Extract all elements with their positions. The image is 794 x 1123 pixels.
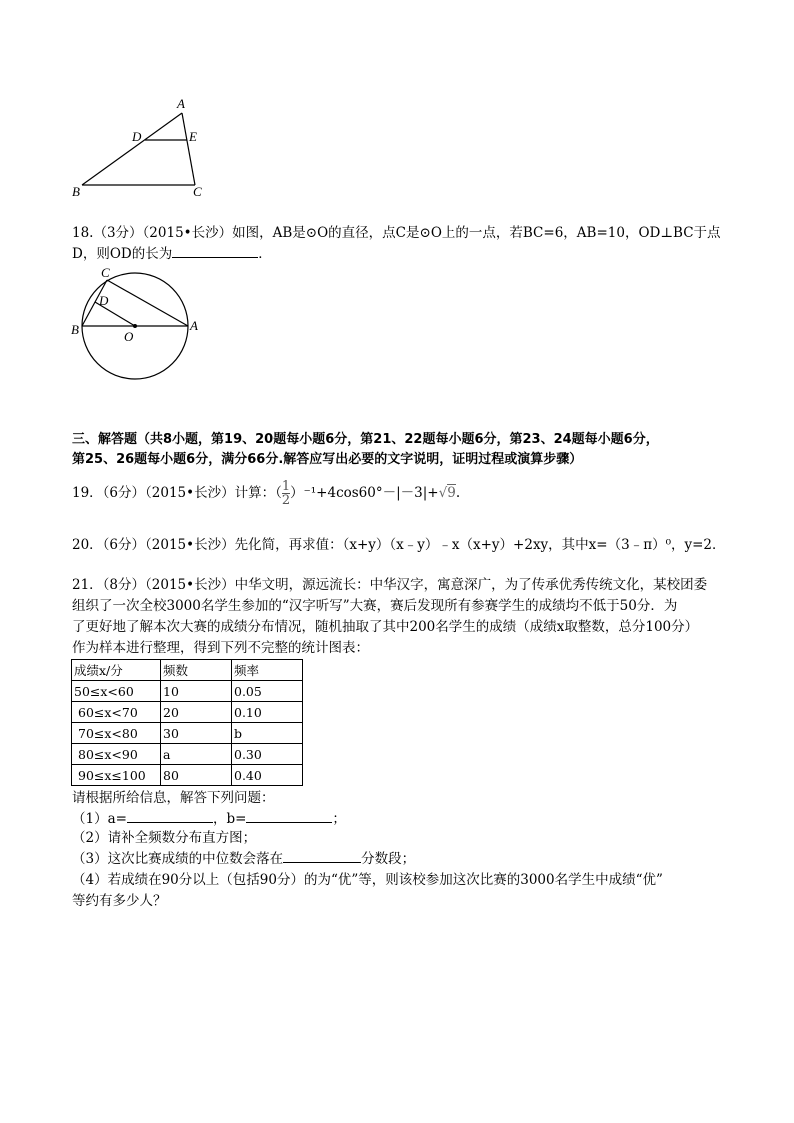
label-o: O (124, 329, 134, 344)
table-cell: 0.10 (232, 702, 303, 723)
q21-sub3-suffix: 分数段； (361, 851, 416, 867)
q19-suffix: . (455, 485, 461, 501)
label-d: D (132, 129, 142, 144)
table-row (72, 723, 303, 744)
segment-ab (82, 113, 182, 185)
table-cell: 10 (161, 681, 232, 702)
q18-answer-blank[interactable] (172, 243, 258, 258)
q21-sub1-a: （1）a= (72, 811, 127, 827)
q19-frac-num: 1 (281, 479, 291, 494)
table-cell: 20 (161, 702, 232, 723)
table-cell: 50≤x<60 (72, 681, 161, 702)
table-cell: 0.05 (232, 681, 303, 702)
table-cell: 80≤x<90 (72, 744, 161, 765)
table-cell: 60≤x<70 (72, 702, 161, 723)
q21-line1: 21．（8分）（2015•长沙）中华文明，源远流长：中华汉字，寓意深广，为了传承优秀传统文化，某校团委 (72, 577, 708, 593)
table-header: 频数 (161, 660, 232, 681)
q19 (72, 478, 460, 508)
segment-ac (182, 113, 195, 185)
answer-blank-b[interactable] (246, 808, 332, 823)
table-cell: 90≤x≤100 (72, 765, 161, 786)
label-b: B (71, 322, 79, 337)
q21-sub4-line1: （4）若成绩在90分以上（包括90分）的为“优”等，则该校参加这次比赛的3000名学生中成绩“优” (72, 872, 663, 888)
table-row (72, 681, 303, 702)
table-row (72, 744, 303, 765)
frequency-table (71, 659, 303, 786)
label-e: E (189, 129, 197, 144)
table-header: 成绩x/分 (72, 660, 161, 681)
table-header-row (72, 660, 303, 681)
triangle-figure (68, 95, 218, 200)
q21-sub1-end: ； (332, 811, 346, 827)
q19-sqrt (439, 484, 456, 501)
label-d: D (99, 293, 109, 308)
label-a: A (177, 96, 185, 111)
q21-instruction: 请根据所给信息，解答下列问题： (72, 790, 275, 806)
answer-blank-median[interactable] (283, 848, 361, 863)
table-cell: 70≤x<80 (72, 723, 161, 744)
q21-sub4-line2: 等约有多少人？ (72, 893, 167, 909)
section3-line1: 三、解答题（共8小题，第19、20题每小题6分，第21、22题每小题6分，第23、24题每小题6分， (72, 432, 659, 447)
q21-line4: 作为样本进行整理，得到下列不完整的统计图表： (72, 640, 369, 656)
q20: 20．（6分）（2015•长沙）先化简，再求值：（x+y）（x﹣y）﹣x（x+y）+2xy，其中x=（3﹣π）⁰，y=2． (72, 537, 726, 553)
q18-line2-prefix: D，则OD的长为 (72, 246, 173, 262)
chord-ca (107, 280, 188, 326)
table-cell: a (161, 744, 232, 765)
table-header: 频率 (232, 660, 303, 681)
table-row (72, 702, 303, 723)
label-c: C (101, 265, 110, 280)
table-cell: 30 (161, 723, 232, 744)
label-b: B (72, 184, 80, 199)
q19-sqrt-sign: √ (438, 485, 448, 501)
circle-figure (68, 264, 208, 394)
q18-line2 (72, 243, 272, 264)
table-cell: 0.40 (232, 765, 303, 786)
q19-radicand: 9 (447, 485, 456, 501)
q21-sub1-b: ，b= (212, 811, 247, 827)
q21-sub2: （2）请补全频数分布直方图； (72, 830, 257, 846)
section3-line2: 第25、26题每小题6分，满分66分.解答应写出必要的文字说明，证明过程或演算步骤） (72, 452, 583, 467)
q19-prefix: 19．（6分）（2015•长沙）计算：（ (72, 485, 282, 501)
q18-line1: 18.（3分）（2015•长沙）如图，AB是⊙O的直径，点C是⊙O上的一点，若BC=6，AB=10，OD⊥BC于点 (72, 225, 721, 241)
q18-line2-suffix: ． (258, 246, 272, 262)
table-cell: 0.30 (232, 744, 303, 765)
q21-line3: 了更好地了解本次大赛的成绩分布情况，随机抽取了其中200名学生的成绩（成绩x取整数，总分100分） (72, 619, 699, 635)
q19-fraction (282, 480, 290, 507)
label-a: A (190, 318, 198, 333)
table-cell: b (232, 723, 303, 744)
q21-line2: 组织了一次全校3000名学生参加的“汉字听写”大赛，赛后发现所有参赛学生的成绩均不低于50分．为 (72, 598, 678, 614)
q21-sub3-prefix: （3）这次比赛成绩的中位数会落在 (72, 851, 284, 867)
answer-blank-a[interactable] (127, 808, 213, 823)
table-row (72, 765, 303, 786)
q19-middle: ）⁻¹+4cos60°－|－3|+ (290, 485, 439, 501)
table-cell: 80 (161, 765, 232, 786)
q21-sub1 (72, 808, 346, 829)
q21-sub3 (72, 848, 415, 869)
center-point (133, 324, 137, 328)
q19-frac-den: 2 (281, 493, 291, 508)
label-c: C (193, 184, 202, 199)
